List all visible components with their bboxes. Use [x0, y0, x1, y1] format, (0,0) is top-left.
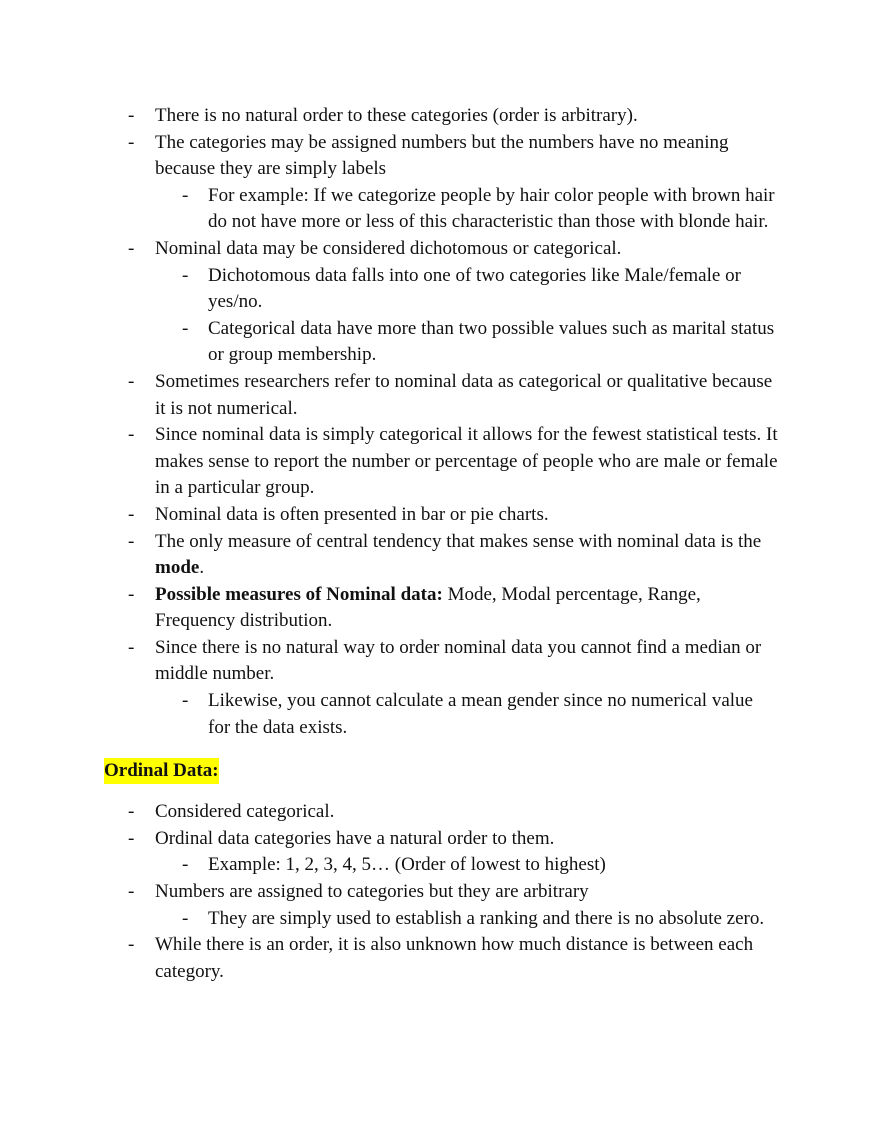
bullet-dash: -	[128, 827, 135, 849]
list-item	[0, 932, 780, 985]
list-item-text: They are simply used to establish a ranking and there is no absolute zero.	[208, 907, 765, 929]
bullet-dash: -	[128, 530, 135, 552]
list-item-text: There is no natural order to these categories (order is arbitrary).	[155, 105, 638, 126]
list-item	[0, 130, 780, 183]
list-item-text: While there is an order, it is also unknown how much distance is between each category.	[155, 934, 754, 982]
bullet-dash: -	[182, 184, 189, 206]
list-item-text: For example: If we categorize people by hair color people with brown hair do not have more or less of this characteristic than those with blonde hair.	[208, 184, 775, 233]
bullet-dash: -	[182, 690, 189, 712]
list-item-text: Mode, Modal percentage, Range, Frequency distribution.	[155, 583, 701, 632]
list-item-text: The categories may be assigned numbers but the numbers have no meaning because they are simply labels	[155, 131, 729, 180]
bullet-dash: -	[182, 907, 189, 929]
nominal-data-list	[0, 103, 880, 741]
bullet-dash: -	[182, 317, 189, 339]
document-content	[0, 103, 880, 985]
list-item-text: Nominal data may be considered dichotomous or categorical.	[155, 237, 622, 259]
bullet-dash: -	[128, 424, 135, 446]
sub-list-item	[0, 183, 778, 236]
list-item-text: Since there is no natural way to order nominal data you cannot find a median or middle number.	[155, 636, 762, 685]
list-item	[0, 582, 780, 635]
sub-list-item	[0, 316, 778, 369]
list-item	[0, 422, 780, 502]
list-item	[0, 879, 780, 906]
list-item-text: Example: 1, 2, 3, 4, 5… (Order of lowest to highest)	[208, 854, 606, 876]
bullet-dash: -	[128, 881, 135, 903]
list-item	[0, 103, 780, 130]
list-item	[0, 635, 780, 688]
list-item	[0, 799, 780, 826]
section-heading-wrapper	[0, 758, 880, 785]
bullet-dash: -	[128, 934, 135, 956]
list-item	[0, 826, 780, 853]
bullet-dash: -	[128, 105, 135, 126]
sub-list-item	[0, 263, 778, 316]
sub-list-item	[0, 906, 778, 933]
list-item-text: Sometimes researchers refer to nominal data as categorical or qualitative because it is not numerical.	[155, 370, 773, 419]
list-item-text: Ordinal data categories have a natural order to them.	[155, 827, 555, 849]
list-item-text-end: .	[199, 557, 205, 579]
list-item	[0, 236, 780, 263]
list-item-text: Categorical data have more than two possible values such as marital status or group membership.	[208, 317, 775, 366]
list-item-text: Likewise, you cannot calculate a mean gender since no numerical value for the data exists.	[208, 690, 753, 738]
sub-list-item	[0, 852, 778, 879]
list-item-text: Considered categorical.	[155, 801, 335, 823]
sub-list-item	[0, 688, 778, 741]
bullet-dash: -	[128, 583, 135, 605]
bullet-dash: -	[182, 264, 189, 286]
list-item	[0, 529, 780, 582]
bold-term-mode: mode	[155, 557, 200, 579]
bullet-dash: -	[128, 237, 135, 259]
ordinal-data-heading: Ordinal Data:	[104, 758, 219, 784]
list-item	[0, 502, 780, 529]
bullet-dash: -	[128, 131, 135, 153]
ordinal-data-list	[0, 799, 880, 985]
list-item-text: Numbers are assigned to categories but they are arbitrary	[155, 881, 589, 903]
bullet-dash: -	[128, 370, 135, 392]
list-item-text: Since nominal data is simply categorical it allows for the fewest statistical tests. It makes sense to report the number or percentage of people who are male or female in a particular group.	[155, 424, 778, 499]
list-item-text: The only measure of central tendency that makes sense with nominal data is the	[155, 530, 762, 552]
list-item-text: Nominal data is often presented in bar or pie charts.	[155, 503, 549, 525]
bullet-dash: -	[128, 801, 135, 823]
bold-label-possible-measures: Possible measures of Nominal data:	[155, 583, 443, 605]
list-item	[0, 369, 780, 422]
bullet-dash: -	[128, 503, 135, 525]
bullet-dash: -	[128, 636, 135, 658]
list-item-text: Dichotomous data falls into one of two categories like Male/female or yes/no.	[208, 264, 741, 313]
bullet-dash: -	[182, 854, 189, 876]
